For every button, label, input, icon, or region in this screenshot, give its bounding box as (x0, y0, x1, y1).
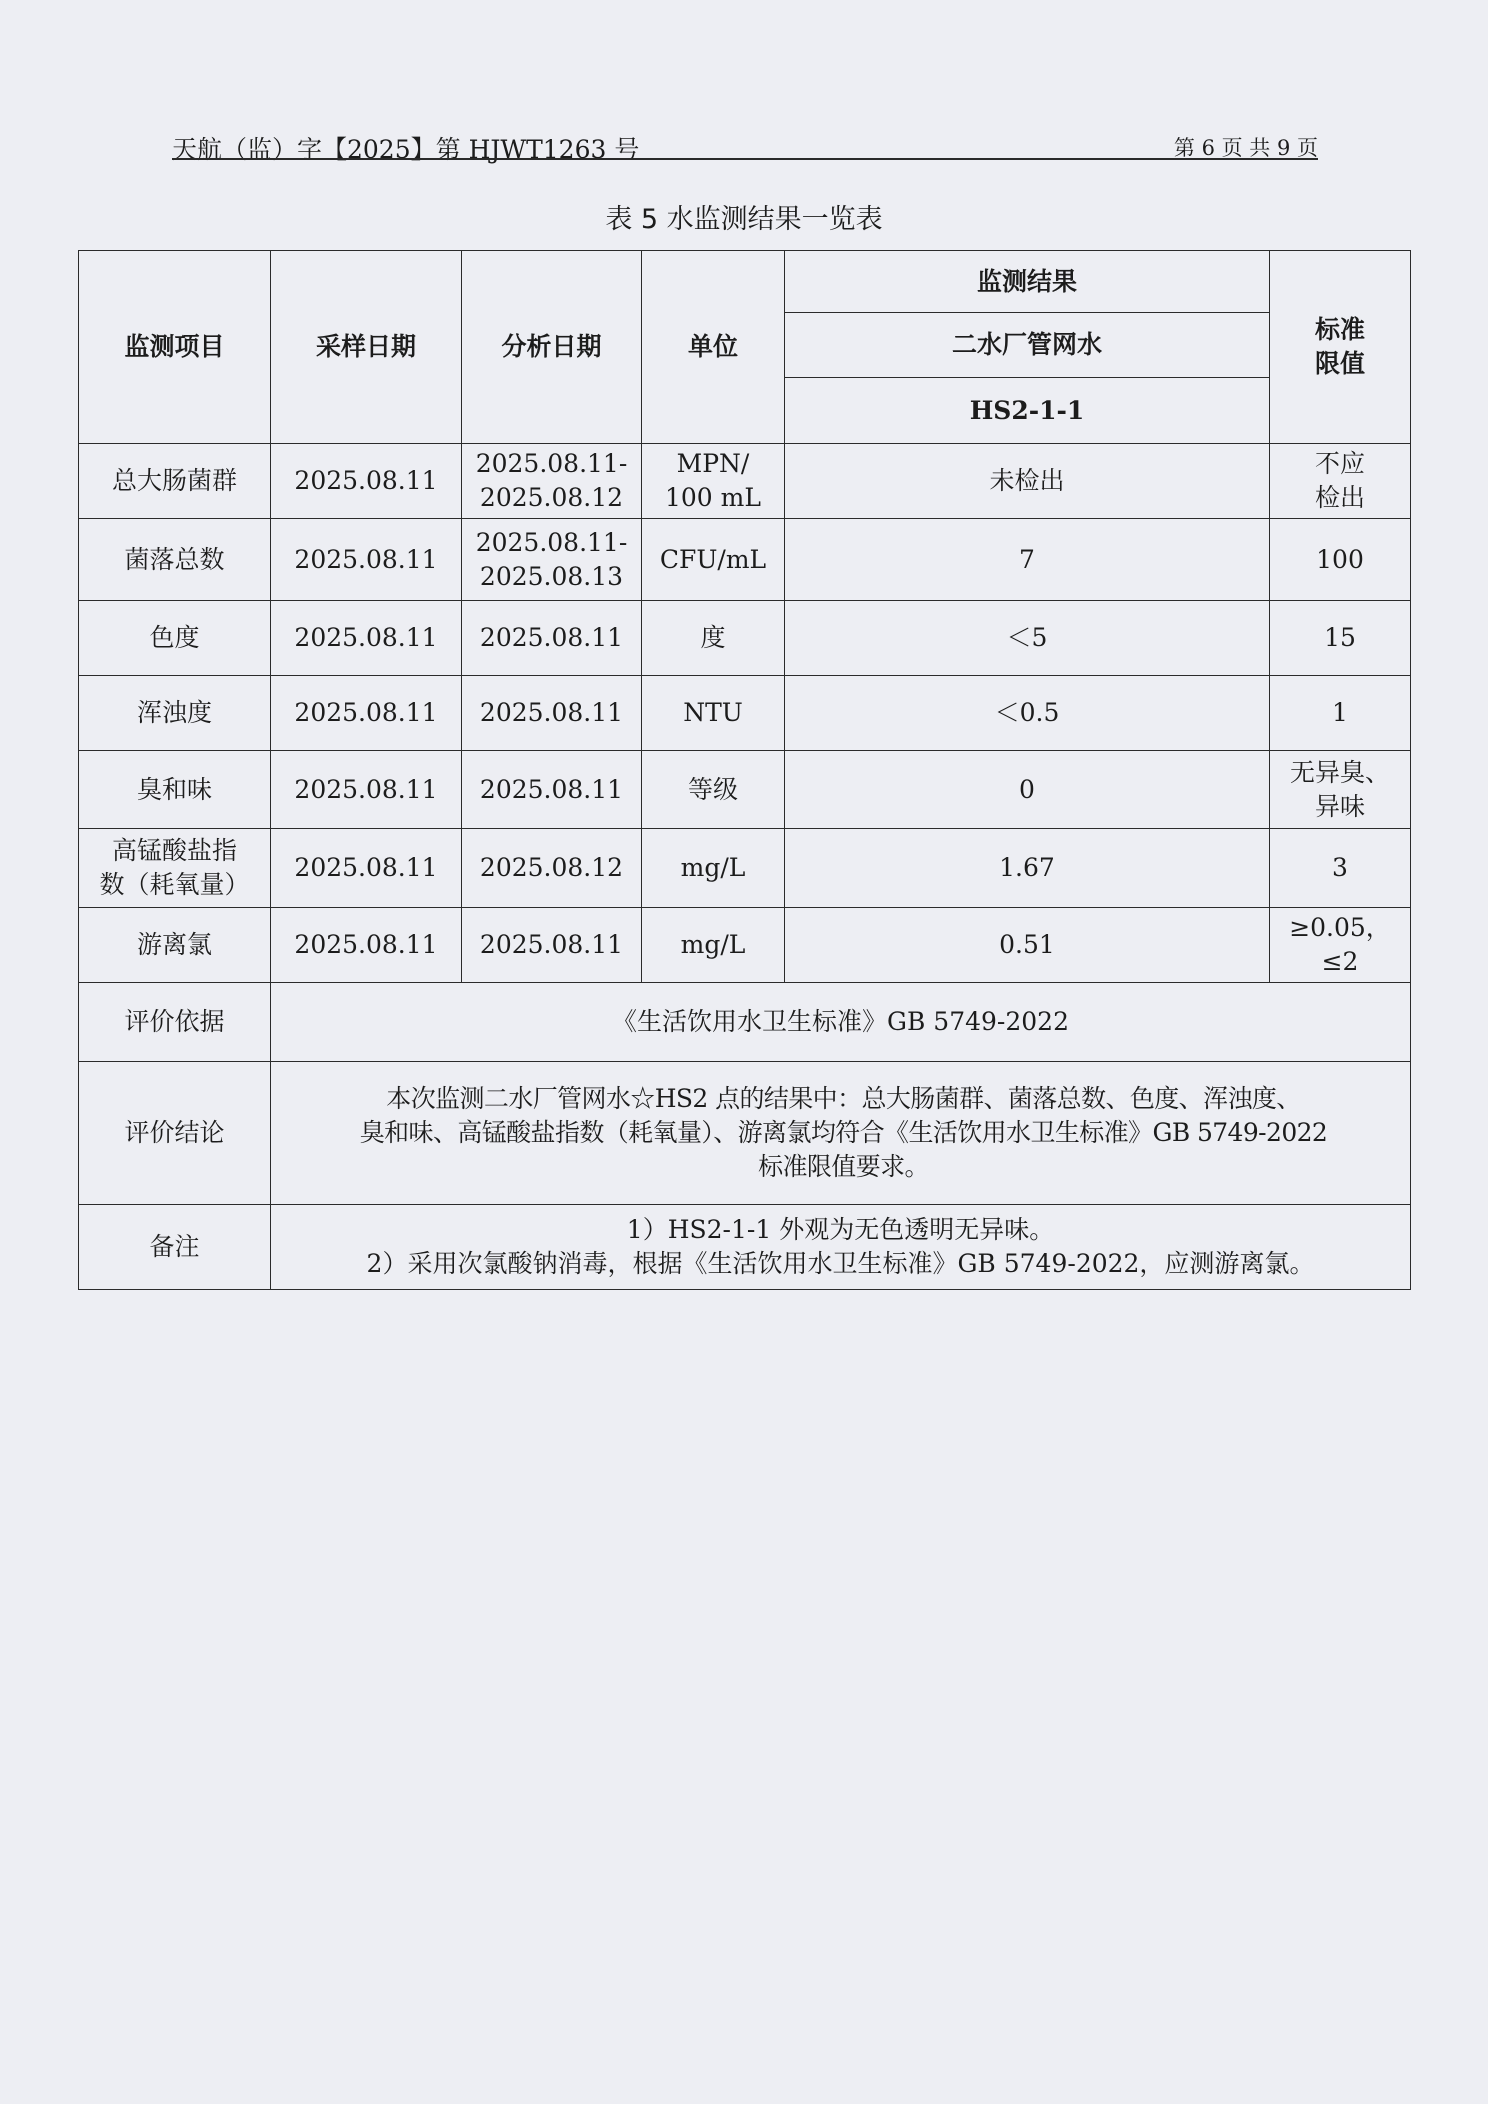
page-header (172, 130, 1318, 164)
row-sample-date: 2025.08.11 (271, 908, 462, 983)
remarks-row (79, 1205, 1411, 1290)
col-header-unit: 单位 (642, 251, 785, 444)
limit-line2: 检出 (1314, 483, 1365, 512)
row-unit: mg/L (642, 829, 785, 908)
water-monitoring-table (78, 250, 1411, 1290)
limit-header-line1: 标准 (1314, 315, 1365, 344)
analysis-date-end: 2025.08.13 (479, 561, 624, 591)
row-value: 未检出 (785, 444, 1270, 519)
row-unit: mg/L (642, 908, 785, 983)
row-sample-date: 2025.08.11 (271, 751, 462, 829)
basis-label: 评价依据 (79, 983, 271, 1062)
conclusion-line-2: 臭和味、高锰酸盐指数（耗氧量）、游离氯均符合《生活饮用水卫生标准》GB 5749-2022 (359, 1118, 1328, 1147)
conclusion-line-3: 标准限值要求。 (758, 1152, 929, 1181)
row-unit: 等级 (642, 751, 785, 829)
limit-header-line2: 限值 (1314, 349, 1365, 378)
row-item: 菌落总数 (79, 519, 271, 601)
row-sample-date: 2025.08.11 (271, 829, 462, 908)
limit-line1: ≥0.05， (1289, 913, 1391, 942)
table-row (79, 601, 1411, 676)
table-row (79, 829, 1411, 908)
unit-line2: 100 mL (665, 483, 761, 512)
row-analysis-date: 2025.08.11 (462, 601, 642, 676)
row-item (79, 829, 271, 908)
row-limit (1270, 751, 1411, 829)
row-value: ＜5 (785, 601, 1270, 676)
row-value: 0.51 (785, 908, 1270, 983)
row-value: 1.67 (785, 829, 1270, 908)
remarks-label: 备注 (79, 1205, 271, 1290)
row-sample-date: 2025.08.11 (271, 601, 462, 676)
col-header-analysis-date: 分析日期 (462, 251, 642, 444)
row-item: 总大肠菌群 (79, 444, 271, 519)
basis-row (79, 983, 1411, 1062)
row-item: 游离氯 (79, 908, 271, 983)
row-unit: CFU/mL (642, 519, 785, 601)
row-item: 色度 (79, 601, 271, 676)
row-analysis-date (462, 519, 642, 601)
remarks-text (271, 1205, 1411, 1290)
col-header-result: 监测结果 (785, 251, 1270, 313)
table-row (79, 519, 1411, 601)
analysis-date-end: 2025.08.12 (479, 483, 624, 512)
remark-note-1: 1）HS2-1-1 外观为无色透明无异味。 (626, 1215, 1055, 1244)
row-analysis-date (462, 444, 642, 519)
row-item: 浑浊度 (79, 676, 271, 751)
row-limit: 3 (1270, 829, 1411, 908)
row-value: 7 (785, 519, 1270, 601)
row-limit (1270, 444, 1411, 519)
analysis-date-start: 2025.08.11- (475, 527, 628, 557)
unit-line1: MPN/ (676, 449, 750, 478)
table-row (79, 751, 1411, 829)
row-unit (642, 444, 785, 519)
page-number: 第 6 页 共 9 页 (1173, 136, 1318, 160)
conclusion-row (79, 1062, 1411, 1205)
header-rule (172, 158, 1318, 160)
analysis-date-start: 2025.08.11- (475, 449, 628, 478)
row-analysis-date: 2025.08.11 (462, 908, 642, 983)
table-row (79, 444, 1411, 519)
col-header-site: 二水厂管网水 (785, 313, 1270, 378)
table-title: 表 5 水监测结果一览表 (605, 204, 883, 235)
header-row-1 (79, 251, 1411, 313)
table-row (79, 908, 1411, 983)
row-analysis-date: 2025.08.11 (462, 676, 642, 751)
table-row (79, 676, 1411, 751)
row-sample-date: 2025.08.11 (271, 519, 462, 601)
row-unit: NTU (642, 676, 785, 751)
conclusion-label: 评价结论 (79, 1062, 271, 1205)
limit-line1: 无异臭、 (1289, 757, 1390, 787)
row-limit: 100 (1270, 519, 1411, 601)
document-number: 天航（监）字【2025】第 HJWT1263 号 (172, 135, 640, 164)
row-value: ＜0.5 (785, 676, 1270, 751)
row-unit: 度 (642, 601, 785, 676)
row-limit: 1 (1270, 676, 1411, 751)
row-analysis-date: 2025.08.11 (462, 751, 642, 829)
row-limit: 15 (1270, 601, 1411, 676)
limit-line2: 异味 (1314, 791, 1365, 821)
row-item: 臭和味 (79, 751, 271, 829)
row-sample-date: 2025.08.11 (271, 444, 462, 519)
col-header-limit (1270, 251, 1411, 444)
row-value: 0 (785, 751, 1270, 829)
limit-line1: 不应 (1314, 449, 1365, 478)
conclusion-line-1: 本次监测二水厂管网水☆HS2 点的结果中：总大肠菌群、菌落总数、色度、浑浊度、 (386, 1084, 1301, 1113)
col-header-sample-date: 采样日期 (271, 251, 462, 444)
col-header-sample-id: HS2-1-1 (785, 378, 1270, 444)
basis-text: 《生活饮用水卫生标准》GB 5749-2022 (271, 983, 1411, 1062)
item-line2: 数（耗氧量） (99, 870, 250, 899)
col-header-item: 监测项目 (79, 251, 271, 444)
conclusion-text (271, 1062, 1411, 1205)
limit-line2: ≤2 (1321, 947, 1359, 976)
remark-note-2: 2）采用次氯酸钠消毒，根据《生活饮用水卫生标准》GB 5749-2022，应测游离氯。 (366, 1249, 1315, 1278)
row-sample-date: 2025.08.11 (271, 676, 462, 751)
row-analysis-date: 2025.08.12 (462, 829, 642, 908)
item-line1: 高锰酸盐指 (111, 836, 237, 865)
row-limit (1270, 908, 1411, 983)
